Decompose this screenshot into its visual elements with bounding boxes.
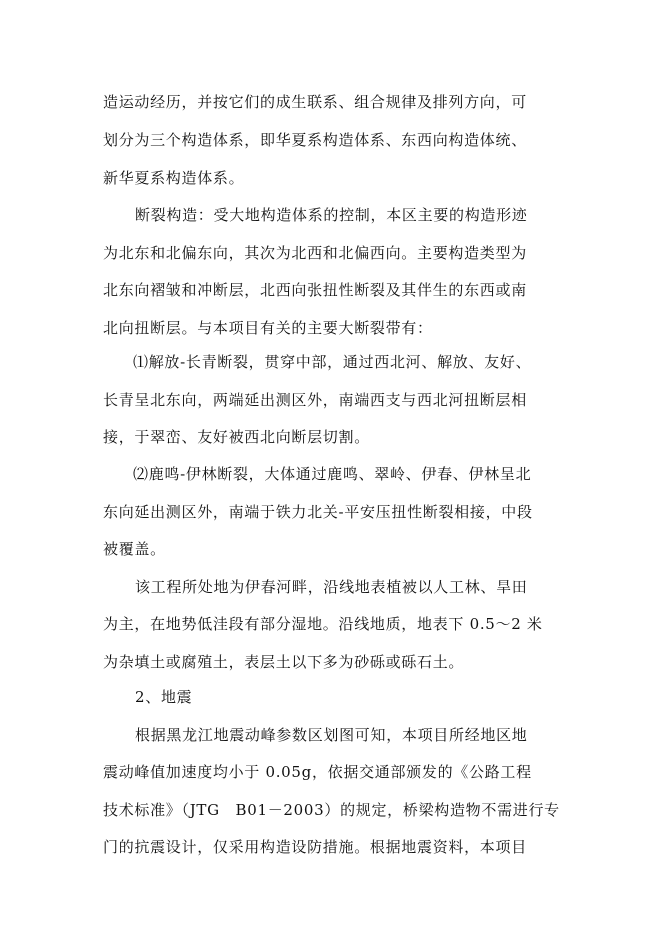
paragraph-first-line: ⑵鹿鸣-伊林断裂，大体通过鹿鸣、翠岭、伊春、伊林呈北 xyxy=(133,465,532,483)
paragraph-first-line: 该工程所处地为伊春河畔，沿线地表植被以人工林、旱田 xyxy=(135,578,528,596)
paragraph-first-line: ⑴解放-长青断裂，贯穿中部，通过西北河、解放、友好、 xyxy=(133,353,532,371)
text-line: 新华夏系构造体系。 xyxy=(103,169,245,187)
text-line: 被覆盖。 xyxy=(103,540,166,558)
text-line: 震动峰值加速度均小于 0.05g，依据交通部颁发的《公路工程 xyxy=(103,763,532,781)
text-line: 北东向褶皱和冲断层，北西向张扭性断裂及其伴生的东西或南 xyxy=(103,281,527,299)
text-line: 造运动经历，并按它们的成生联系、组合规律及排列方向，可 xyxy=(103,93,527,111)
text-line: 北向扭断层。与本项目有关的主要大断裂带有： xyxy=(103,319,433,337)
section-heading: 2、地震 xyxy=(135,688,193,706)
text-line: 长青呈北东向，两端延出测区外，南端西支与西北河扭断层相 xyxy=(103,391,527,409)
paragraph-first-line: 根据黑龙江地震动峰参数区划图可知，本项目所经地区地 xyxy=(135,726,528,744)
text-line: 东向延出测区外，南端于铁力北关-平安压扭性断裂相接，中段 xyxy=(103,503,533,521)
text-line: 划分为三个构造体系，即华夏系构造体系、东西向构造体统、 xyxy=(103,131,527,149)
text-line: 为杂填土或腐殖土，表层土以下多为砂砾或砾石土。 xyxy=(103,653,465,671)
text-line: 为北东和北偏东向，其次为北西和北偏西向。主要构造类型为 xyxy=(103,244,527,262)
paragraph-first-line: 断裂构造：受大地构造体系的控制，本区主要的构造形迹 xyxy=(135,206,528,224)
text-line: 技术标准》（JTG B01－2003）的规定，桥梁构造物不需进行专 xyxy=(103,801,560,819)
text-line: 门的抗震设计，仅采用构造设防措施。根据地震资料，本项目 xyxy=(103,838,527,856)
text-line: 接，于翠峦、友好被西北向断层切割。 xyxy=(103,428,370,446)
text-line: 为主，在地势低洼段有部分湿地。沿线地质，地表下 0.5～2 米 xyxy=(103,615,543,633)
